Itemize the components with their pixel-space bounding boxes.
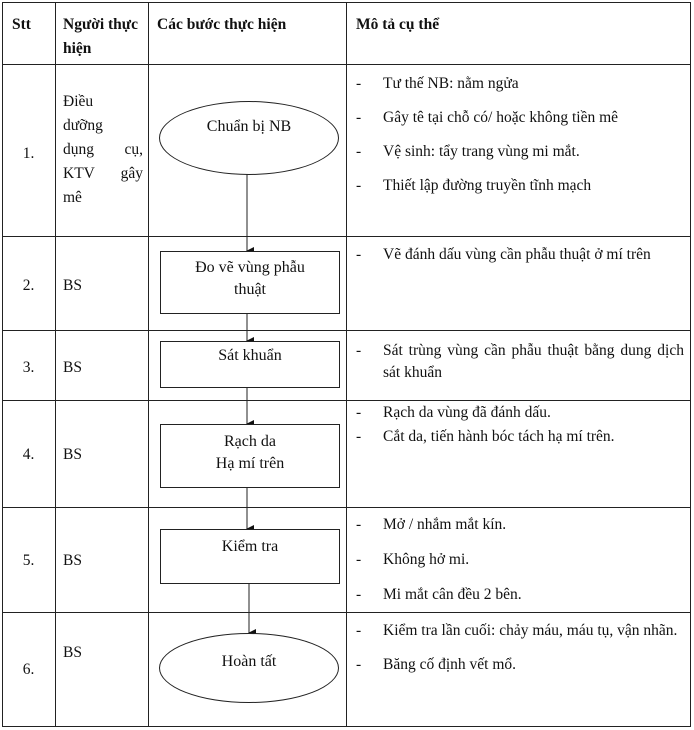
row-5-description [356, 514, 684, 606]
description-item: - Tư thế NB: nằm ngửa [356, 75, 519, 92]
row-4-stt: 4. [22, 446, 35, 463]
step-1-label: Chuẩn bị NB [206, 118, 292, 135]
performer-line: mê [63, 189, 82, 206]
step-4-label-line: Hạ mí trên [215, 455, 285, 472]
header-stt: Stt [12, 16, 31, 33]
performer-line: Điều [63, 93, 94, 110]
row-2-stt: 2. [22, 277, 35, 294]
row-4-performer: BS [63, 446, 82, 463]
step-6-ellipse [159, 633, 339, 703]
row-6-performer: BS [63, 644, 82, 661]
header-steps: Các bước thực hiện [157, 16, 287, 33]
row-5-performer: BS [63, 552, 82, 569]
row-1-stt: 1. [22, 145, 35, 162]
step-2-box [160, 251, 340, 314]
description-item: - Vệ sinh: tẩy trang vùng mi mắt. [356, 143, 580, 160]
row-6-stt: 6. [22, 661, 35, 678]
step-2-label-line: thuật [234, 281, 266, 298]
performer-line: dưỡng [63, 117, 103, 134]
row-4-description [356, 402, 684, 448]
description-item: - Gây tê tại chỗ có/ hoặc không tiền mê [356, 109, 619, 126]
step-5-box [160, 529, 340, 584]
step-6-label: Hoàn tất [221, 653, 277, 670]
description-item: - Cắt da, tiến hành bóc tách hạ mí trên. [356, 428, 615, 445]
description-item: - Kiểm tra lần cuối: chảy máu, máu tụ, vận nhãn. [356, 622, 678, 639]
step-4-label-line: Rạch da [224, 433, 276, 450]
row-2-description [356, 244, 684, 266]
header-description: Mô tả cụ thể [356, 16, 440, 33]
step-2-label-line: Đo vẽ vùng phẫu [195, 259, 305, 276]
description-item: - Sát trùng vùng cần phẫu thuật bằng dung dịch sát khuẩn [356, 342, 684, 381]
row-3-description [356, 340, 684, 384]
description-item: - Mở / nhắm mắt kín. [356, 516, 507, 533]
performer-line: KTV gây [63, 165, 143, 182]
row-2-performer: BS [63, 277, 82, 294]
step-3-box [160, 341, 340, 388]
row-5-stt: 5. [22, 552, 35, 569]
description-item: - Rạch da vùng đã đánh dấu. [356, 404, 551, 421]
header-performer: Người thực hiện [63, 16, 138, 57]
step-1-ellipse [159, 101, 339, 175]
description-item: - Mi mắt cân đều 2 bên. [356, 586, 522, 603]
step-4-box [160, 424, 340, 488]
description-item: - Vẽ đánh dấu vùng cần phẫu thuật ở mí trên [356, 246, 651, 263]
description-item: - Không hở mi. [356, 551, 470, 568]
row-6-description [356, 620, 684, 676]
step-5-label: Kiểm tra [221, 538, 279, 555]
row-3-performer: BS [63, 359, 82, 376]
description-item: - Băng cố định vết mổ. [356, 656, 517, 673]
step-3-label: Sát khuẩn [218, 347, 282, 364]
description-item: - Thiết lập đường truyền tĩnh mạch [356, 177, 592, 194]
performer-line: dụng cụ, [63, 141, 143, 158]
row-3-stt: 3. [22, 359, 35, 376]
row-1-description [356, 73, 684, 197]
